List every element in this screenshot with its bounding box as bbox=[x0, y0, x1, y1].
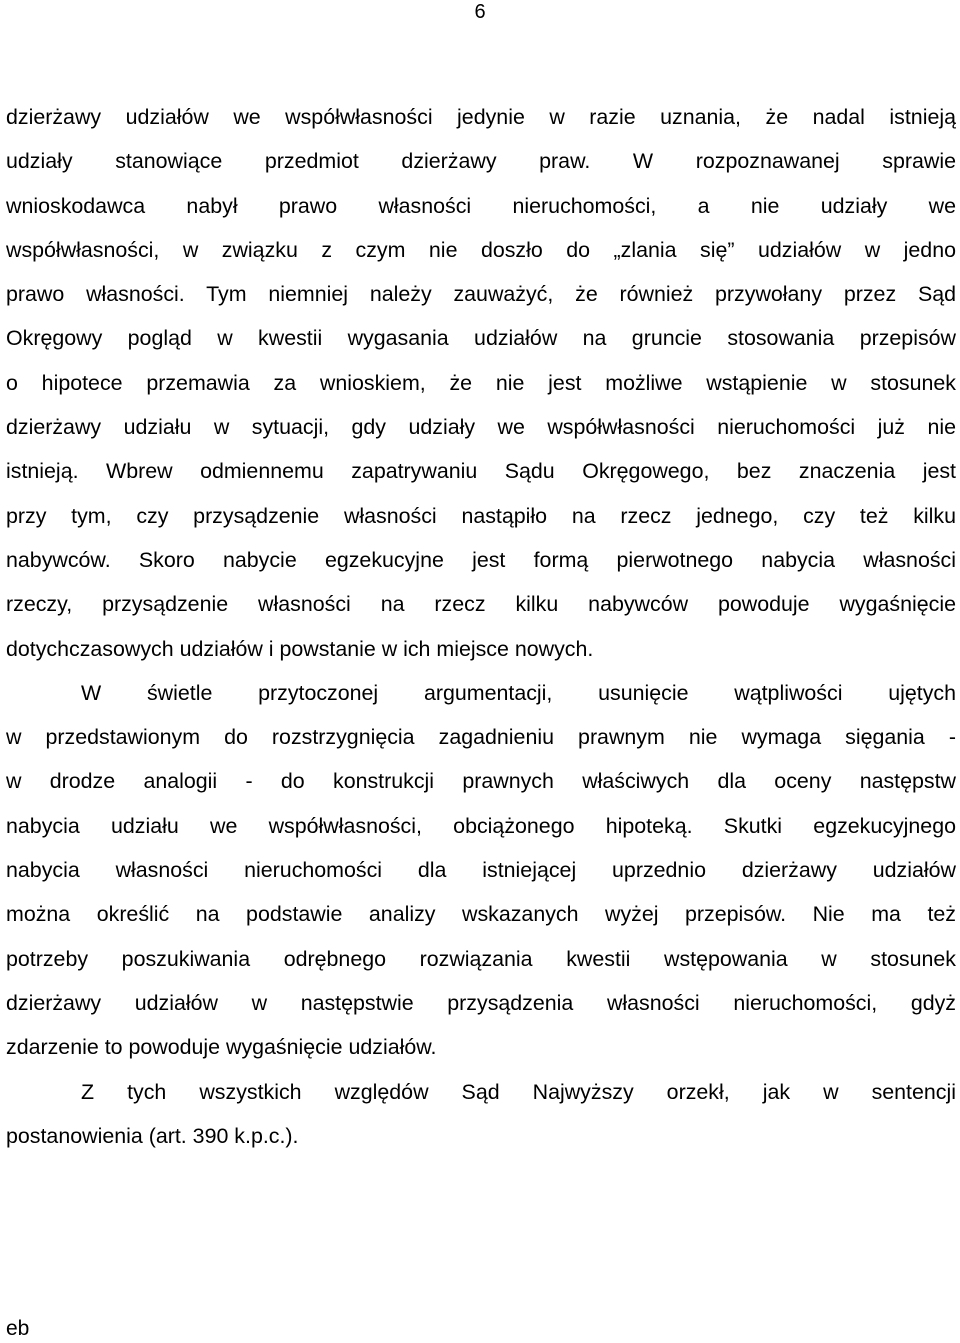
text-line: istnieją. Wbrew odmiennemu zapatrywaniu Sądu Okręgowego, bez znaczenia jest bbox=[6, 459, 956, 484]
text-line: postanowienia (art. 390 k.p.c.). bbox=[6, 1123, 299, 1148]
footer-initials: eb bbox=[6, 1317, 30, 1340]
document-body bbox=[6, 95, 956, 1158]
text-line: nabycia własności nieruchomości dla istniejącej uprzednio dzierżawy udziałów bbox=[6, 858, 956, 883]
text-line: w drodze analogii - do konstrukcji prawnych właściwych dla oceny następstw bbox=[6, 769, 956, 794]
text-line: dzierżawy udziału w sytuacji, gdy udziały we współwłasności nieruchomości już nie bbox=[6, 415, 956, 440]
text-line: współwłasności, w związku z czym nie doszło do „zlania się” udziałów w jedno bbox=[6, 237, 956, 262]
text-line: W świetle przytoczonej argumentacji, usunięcie wątpliwości ujętych bbox=[81, 680, 956, 705]
text-line: Z tych wszystkich względów Sąd Najwyższy orzekł, jak w sentencji bbox=[81, 1079, 956, 1104]
paragraph-3 bbox=[6, 1070, 956, 1159]
page-number: 6 bbox=[474, 1, 486, 23]
text-line: prawo własności. Tym niemniej należy zauważyć, że również przywołany przez Sąd bbox=[6, 282, 956, 307]
text-line: udziały stanowiące przedmiot dzierżawy praw. W rozpoznawanej sprawie bbox=[6, 149, 956, 174]
text-line: można określić na podstawie analizy wskazanych wyżej przepisów. Nie ma też bbox=[6, 902, 956, 927]
text-line: dotychczasowych udziałów i powstanie w ich miejsce nowych. bbox=[6, 636, 594, 661]
text-line: Okręgowy pogląd w kwestii wygasania udziałów na gruncie stosowania przepisów bbox=[6, 326, 956, 351]
text-line: wnioskodawca nabył prawo własności nieruchomości, a nie udziały we bbox=[6, 193, 956, 218]
text-line: zdarzenie to powoduje wygaśnięcie udziałów. bbox=[6, 1035, 437, 1060]
text-line: potrzeby poszukiwania odrębnego rozwiązania kwestii wstępowania w stosunek bbox=[6, 946, 956, 971]
text-line: przy tym, czy przysądzenie własności nastąpiło na rzecz jednego, czy też kilku bbox=[6, 503, 956, 528]
text-line: dzierżawy udziałów w następstwie przysądzenia własności nieruchomości, gdyż bbox=[6, 990, 956, 1015]
text-line: dzierżawy udziałów we współwłasności jedynie w razie uznania, że nadal istnieją bbox=[6, 105, 956, 129]
paragraph-2 bbox=[6, 671, 956, 1070]
text-line: nabywców. Skoro nabycie egzekucyjne jest formą pierwotnego nabycia własności bbox=[6, 547, 956, 572]
text-line: nabycia udziału we współwłasności, obciążonego hipoteką. Skutki egzekucyjnego bbox=[6, 813, 956, 838]
text-line: o hipotece przemawia za wnioskiem, że nie jest możliwe wstąpienie w stosunek bbox=[6, 370, 956, 395]
text-line: rzeczy, przysądzenie własności na rzecz kilku nabywców powoduje wygaśnięcie bbox=[6, 592, 956, 617]
text-line: w przedstawionym do rozstrzygnięcia zagadnieniu prawnym nie wymaga sięgania - bbox=[6, 725, 956, 750]
paragraph-1 bbox=[6, 95, 956, 671]
